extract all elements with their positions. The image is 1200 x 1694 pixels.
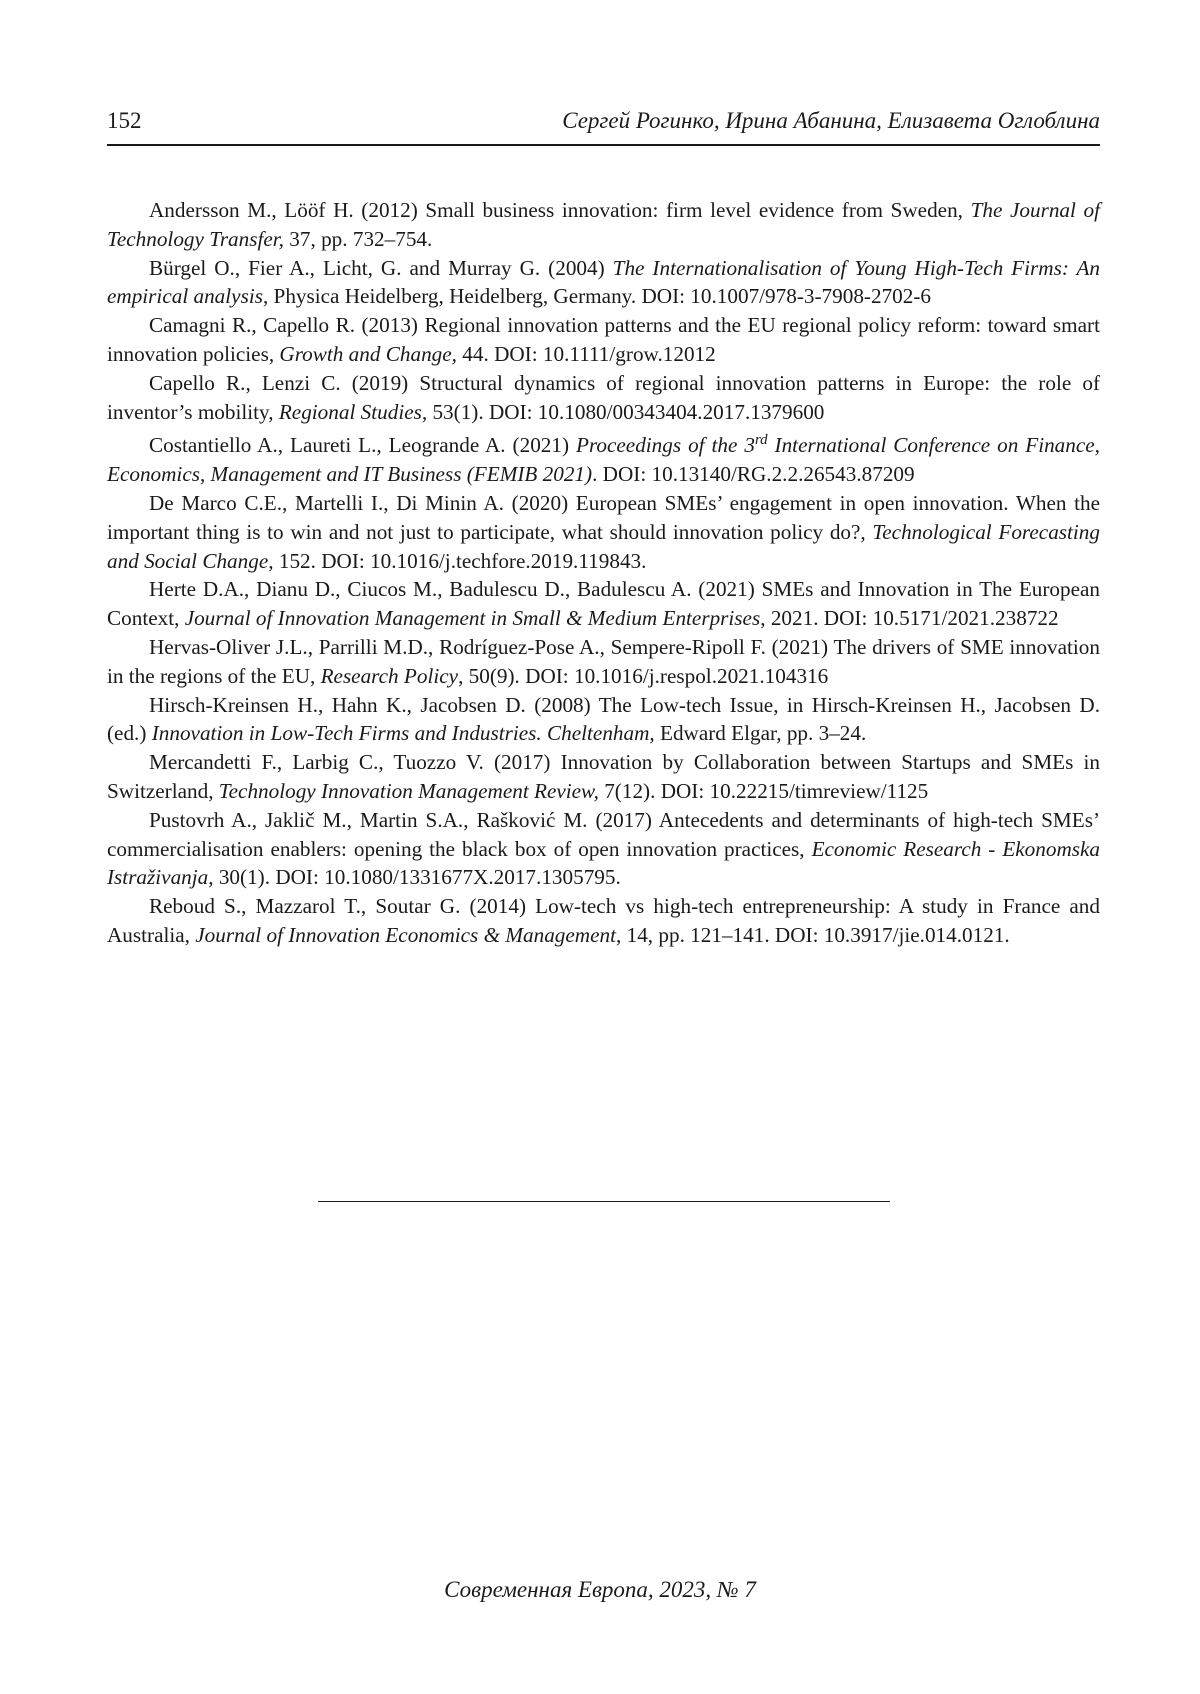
reference-entry xyxy=(107,254,1100,312)
page-header xyxy=(107,104,1100,146)
reference-entry xyxy=(107,369,1100,427)
reference-italic-segment: The Internationalisation of Young High-Tech Firms: An empirical analysis xyxy=(107,255,1100,309)
reference-text-segment: Herte D.A., Dianu D., Ciucos M., Badulescu D., Badulescu A. (2021) SMEs and Innovation in The European Context, xyxy=(107,577,1100,631)
reference-italic-segment: International Conference on Finance, Economics, Management and IT Business (FEMIB 2021) xyxy=(107,433,1100,487)
reference-italic-segment: The Journal of Technology Transfer, xyxy=(107,198,1100,251)
reference-entry xyxy=(107,311,1100,369)
end-separator-line xyxy=(318,1201,890,1202)
reference-text-segment: 7(12). DOI: 10.22215/timreview/1125 xyxy=(598,779,929,803)
reference-list xyxy=(107,196,1100,950)
reference-text-segment: Costantiello A., Laureti L., Leogrande A. (2021) xyxy=(149,433,576,458)
reference-italic-segment: Research Policy xyxy=(320,663,459,688)
reference-text-segment: Hirsch-Kreinsen H., Hahn K., Jacobsen D. (2008) The Low-tech Issue, in Hirsch-Kreinsen H., Jacobsen D. (ed.) xyxy=(107,692,1100,746)
reference-text-segment: , 2021. DOI: 10.5171/2021.238722 xyxy=(760,606,1059,631)
page-number: 152 xyxy=(107,108,142,133)
reference-entry xyxy=(107,489,1100,575)
reference-entry xyxy=(107,806,1100,892)
reference-text-segment: , Edward Elgar, pp. 3–24. xyxy=(649,721,867,746)
reference-text-segment: 152. DOI: 10.1016/j.techfore.2019.119843. xyxy=(273,548,647,573)
reference-text-segment: , Physica Heidelberg, Heidelberg, Germany. DOI: 10.1007/978-3-7908-2702-6 xyxy=(262,284,931,309)
reference-text-segment: . DOI: 10.13140/RG.2.2.26543.87209 xyxy=(592,462,915,487)
reference-entry xyxy=(107,748,1100,806)
reference-text-segment: , 50(9). DOI: 10.1016/j.respol.2021.104316 xyxy=(458,663,829,688)
reference-italic-segment: Innovation in Low-Tech Firms and Industries. Cheltenham xyxy=(151,721,650,746)
reference-entry xyxy=(107,196,1100,254)
reference-italic-segment: Proceedings of the 3 xyxy=(576,433,755,458)
reference-italic-segment: Journal of Innovation Economics & Management xyxy=(195,922,616,947)
reference-text-segment: 44. DOI: 10.1111/grow.12012 xyxy=(456,341,716,366)
reference-entry xyxy=(107,892,1100,950)
reference-entry xyxy=(107,633,1100,691)
reference-italic-segment: Technology Innovation Management Review, xyxy=(218,779,599,803)
reference-italic-segment: Growth and Change, xyxy=(279,341,457,366)
reference-text-segment: Reboud S., Mazzarol T., Soutar G. (2014) Low-tech vs high-tech entrepreneurship: A study in France and Australia, xyxy=(107,894,1100,947)
reference-text-segment: Bürgel O., Fier A., Licht, G. and Murray G. (2004) xyxy=(149,255,613,280)
reference-italic-segment: Technological Forecasting and Social Change, xyxy=(107,519,1100,573)
reference-italic-segment: rd xyxy=(754,432,768,449)
reference-entry xyxy=(107,426,1100,489)
reference-text-segment: 37, pp. 732–754. xyxy=(283,226,433,251)
reference-text-segment: De Marco C.E., Martelli I., Di Minin A. (2020) European SMEs’ engagement in open innovation. When the important thing is to win and not just to participate, what should innovation policy do?, xyxy=(107,491,1100,544)
reference-text-segment: Camagni R., Capello R. (2013) Regional innovation patterns and the EU regional policy reform: toward smart innovation policies, xyxy=(107,313,1100,366)
reference-text-segment: Mercandetti F., Larbig C., Tuozzo V. (2017) Innovation by Collaboration between Startups and SMEs in Switzerland, xyxy=(107,750,1100,803)
reference-italic-segment: Regional Studies, xyxy=(278,399,428,424)
reference-entry xyxy=(107,575,1100,633)
reference-italic-segment: Journal of Innovation Management in Small & Medium Enterprises xyxy=(184,606,761,631)
reference-text-segment: Andersson M., Lööf H. (2012) Small business innovation: firm level evidence from Sweden, xyxy=(149,198,971,222)
reference-italic-segment: Economic Research - Ekonomska Istraživanja xyxy=(107,836,1100,890)
reference-text-segment: Hervas-Oliver J.L., Parrilli M.D., Rodríguez-Pose A., Sempere-Ripoll F. (2021) The drivers of SME innovation in the regions of the EU, xyxy=(107,635,1100,688)
running-head: Сергей Рогинко, Ирина Абанина, Елизавета Оглоблина xyxy=(562,108,1100,133)
reference-text-segment: Capello R., Lenzi C. (2019) Structural dynamics of regional innovation patterns in Europe: the role of inventor’s mobility, xyxy=(107,370,1100,424)
reference-text-segment: , 14, pp. 121–141. DOI: 10.3917/jie.014.0121. xyxy=(616,922,1010,947)
reference-text-segment: 53(1). DOI: 10.1080/00343404.2017.1379600 xyxy=(427,399,825,424)
reference-entry xyxy=(107,691,1100,749)
reference-text-segment: Pustovrh A., Jaklič M., Martin S.A., Rašković M. (2017) Antecedents and determinants of high-tech SMEs’ commercialisation enablers: opening the black box of open innovation practices, xyxy=(107,807,1100,861)
reference-text-segment: , 30(1). DOI: 10.1080/1331677X.2017.1305795. xyxy=(208,865,621,890)
journal-footer: Современная Европа, 2023, № 7 xyxy=(444,1577,756,1602)
